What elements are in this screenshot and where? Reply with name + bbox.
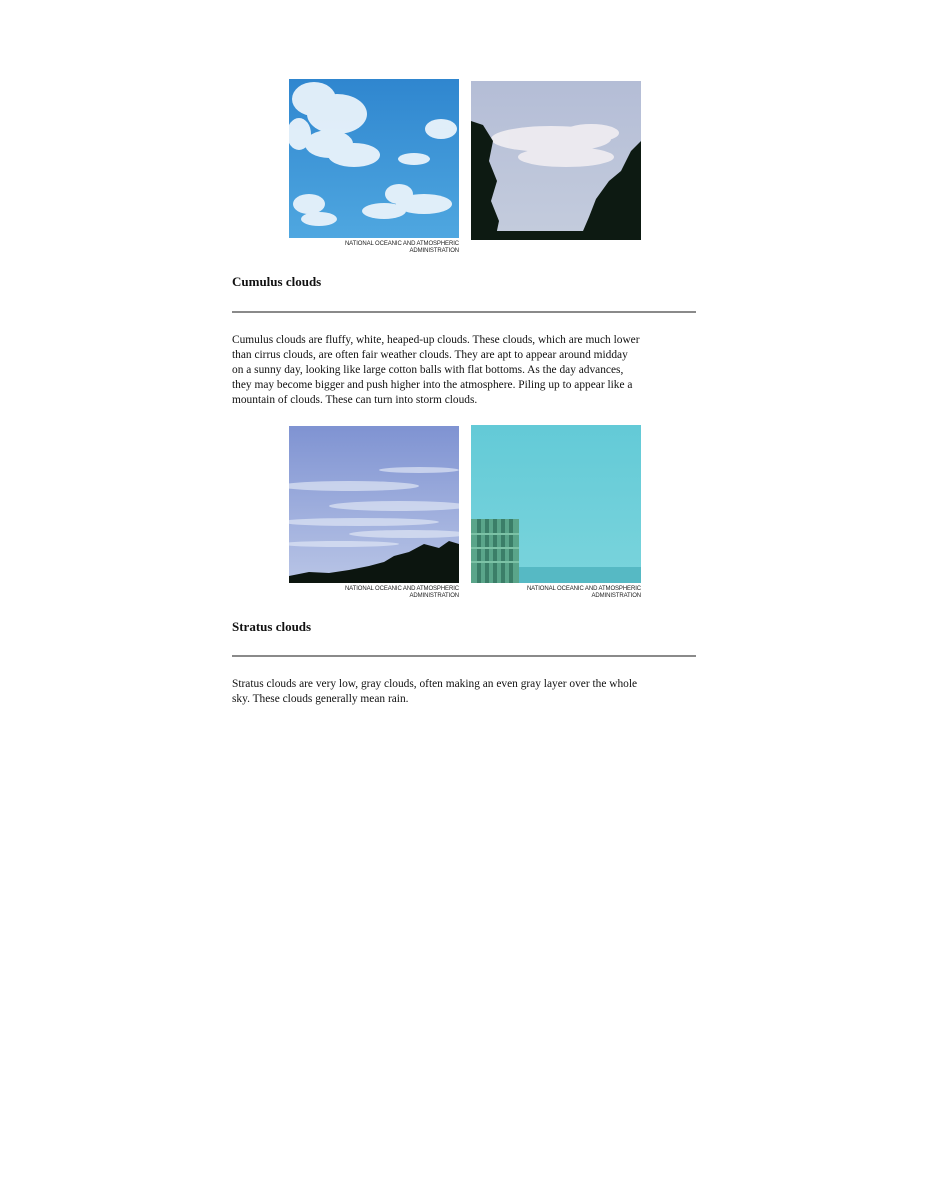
photo-credit-line: ADMINISTRATION [409, 593, 459, 599]
section-divider [232, 655, 696, 657]
photo-credit-line: NATIONAL OCEANIC AND ATMOSPHERIC [344, 586, 459, 592]
photo-credit-line: ADMINISTRATION [409, 248, 459, 254]
cumulus-tree-silhouette-photo [471, 81, 641, 240]
stratus-treeline-photo [289, 426, 459, 583]
text-line: Stratus clouds are very low, gray clouds, often making an even gray layer over the whole [232, 678, 638, 690]
photo-credit-line: ADMINISTRATION [591, 593, 641, 599]
photo-credit-line: NATIONAL OCEANIC AND ATMOSPHERIC [344, 241, 459, 247]
text-line: sky. These clouds generally mean rain. [232, 693, 409, 705]
cumulus-description [232, 333, 698, 408]
text-line: mountain of clouds. These can turn into storm clouds. [232, 394, 478, 406]
text-line: than cirrus clouds, are often fair weather clouds. They are apt to appear around midday [232, 349, 628, 361]
cumulus-blue-sky-photo [289, 79, 459, 238]
photo-credit-line: NATIONAL OCEANIC AND ATMOSPHERIC [526, 586, 641, 592]
stratus-building-photo [471, 425, 641, 583]
photo-credit [471, 586, 641, 600]
section-heading-cumulus: Cumulus clouds [232, 274, 322, 289]
text-line: on a sunny day, looking like large cotton balls with flat bottoms. As the day advances, [232, 364, 624, 376]
stratus-description [232, 677, 698, 707]
photo-credit [289, 241, 459, 255]
text-line: they may become bigger and push higher into the atmosphere. Piling up to appear like a [232, 379, 633, 391]
section-divider [232, 311, 696, 313]
section-heading-stratus: Stratus clouds [232, 619, 312, 634]
text-line: Cumulus clouds are fluffy, white, heaped-up clouds. These clouds, which are much lower [232, 334, 640, 346]
photo-credit [289, 586, 459, 600]
